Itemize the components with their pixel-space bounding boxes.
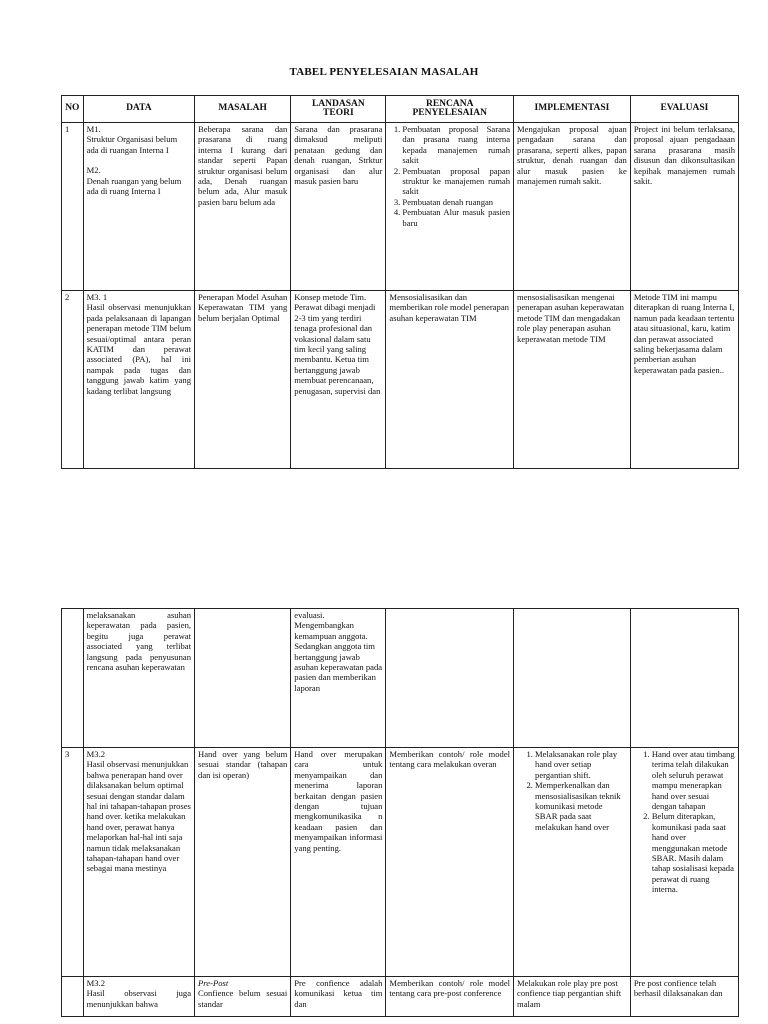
row3-implementasi-list <box>517 749 627 832</box>
list-item: 1. Melaksanakan role play hand over setiap pergantian shift. <box>535 749 627 780</box>
row3-masalah: Hand over yang belum sesuai standar (tahapan dan isi operan) <box>195 748 291 977</box>
row4-landasan: Pre confience adalah komunikasi ketua tim dan <box>291 977 386 1017</box>
row3-data-code: M3.2 <box>86 749 106 759</box>
table-row <box>62 748 739 977</box>
table-row <box>62 609 739 748</box>
row3-rencana: Memberikan contoh/ role model tentang cara melakukan overan <box>386 748 514 977</box>
row3-evaluasi-list <box>634 749 735 895</box>
row1-masalah: Beberapa sarana dan prasarana di ruang interna I kurang dari standar seperti Papan struktur organisasi belum ada, Denah ruangan belum ada, Alur masuk pasien baru belum ada <box>195 123 291 291</box>
header-rencana-line-1: RENCANA <box>425 98 474 109</box>
header-masalah: MASALAH <box>195 96 291 123</box>
row3-no: 3 <box>62 748 84 977</box>
row1-rencana-list <box>389 124 510 228</box>
row2-masalah: Penerapan Model Asuhan Keperawatan TIM yang belum berjalan Optimal <box>195 291 291 469</box>
row4-data <box>83 977 194 1017</box>
row3-landasan: Hand over merupakan cara untuk menyampaikan dan menerima laporan berkaitan dengan pasien dengan tujuan mengkomunikasika n keadaan pasien dan menyampaikan informasi yang penting. <box>291 748 386 977</box>
row4-masalah <box>195 977 291 1017</box>
row1-landasan: Sarana dan prasarana dimaksud meliputi penataan gedung dan denah ruangan, Strktur organisasi dan alur masuk pasien baru <box>291 123 386 291</box>
row4-data-code: M3.2 <box>86 978 106 988</box>
document-title: TABEL PENYELESAIAN MASALAH <box>289 66 479 78</box>
row1-m2-code: M2. <box>86 165 101 176</box>
row2-no: 2 <box>62 291 84 469</box>
list-item: 3. Pembuatan denah ruangan <box>402 197 510 207</box>
row1-m1-code: M1. <box>86 124 101 134</box>
row3-implementasi <box>514 748 631 977</box>
row1-rencana <box>386 123 514 291</box>
list-item: 2. Memperkenalkan dan mensosialisasikan teknik komunikasi metode SBAR pada saat melakukan hand over <box>535 780 627 832</box>
row1-no: 1 <box>62 123 84 291</box>
row3-data <box>83 748 194 977</box>
row2-rencana: Mensosialisasikan dan memberikan role model penerapan asuhan keperawatan TIM <box>386 291 514 469</box>
problem-table-page-1 <box>61 95 739 469</box>
header-evaluasi: EVALUASI <box>630 96 738 123</box>
header-implementasi: IMPLEMENTASI <box>514 96 631 123</box>
header-data: DATA <box>83 96 194 123</box>
row2-data-continued: melaksanakan asuhan keperawatan pada pasien, begitu juga perawat associated yang terlibat langsung pada penyusunan rencana asuhan keperawatan <box>83 609 194 748</box>
row2-evaluasi: Metode TIM ini mampu diterapkan di ruang Interna I, namun pada keadaan tertentu atau situasional, karu, katim dan perawat associated saling bekerjasama dalam pemberian asuhan keperawatan pada pasien.. <box>630 291 738 469</box>
table-row <box>62 977 739 1017</box>
list-item: 1. Pembuatan proposal Sarana dan prasana ruang interna kepada manajemen rumah sakit <box>402 124 510 166</box>
header-rencana-line-2: PENYELESAIAN <box>412 108 487 118</box>
row1-data <box>83 123 194 291</box>
header-no: NO <box>62 96 84 123</box>
row1-evaluasi: Project ini belum terlaksana, proposal ajuan pengadaaan sarana prasarana masih disusun dan dikonsultasikan kepihak manajemen rumah sakit. <box>630 123 738 291</box>
row4-data-text: Hasil observasi juga menunjukkan bahwa <box>86 988 192 1009</box>
row1-implementasi: Mengajukan proposal ajuan pengadaan sarana dan prasarana, seperti alkes, papan struktur, denah ruangan dan alur masuk pasien ke manajemen rumah sakit. <box>514 123 631 291</box>
row4-rencana: Memberikan contoh/ role model tentang cara pre-post conference <box>386 977 514 1017</box>
row3-data-text: Hasil observasi menunjukkan bahwa penerapan hand over dilaksanakan belum optimal sesuai dengan standar dalam hal ini tahapan-tahapan proses hand over. ketika melakukan hand over, perawat hanya melaporkan hal-hal inti saja namun tidak melaksanakan tahapan-tahapan hand over sebagai mana mestinya <box>86 759 191 874</box>
header-landasan <box>291 96 386 123</box>
list-item: 2. Pembuatan proposal papan struktur ke manajemen rumah sakit <box>402 166 510 197</box>
row4-masalah-text: Confience belum sesuai standar <box>198 988 288 1009</box>
row2-data <box>83 291 194 469</box>
header-landasan-line-2: TEORI <box>323 108 354 118</box>
row4-masalah-title: Pre-Post <box>198 978 229 988</box>
header-rencana <box>386 96 514 123</box>
row1-m2-text: Denah ruangan yang belum ada di ruang Interna I <box>86 175 182 197</box>
row2-data-text: Hasil observasi menunjukkan pada pelaksanaan di lapangan penerapan metode TIM belum sesuai/optimal antara peran KATIM dan perawat associated (PA), hal ini nampak pada tugas dan tanggung jawab katim yang kadang terlibat langsung <box>86 302 192 396</box>
problem-table-page-2 <box>61 608 739 1017</box>
table-row <box>62 123 739 291</box>
list-item: 1. Hand over atau timbang terima telah dilakukan oleh seluruh perawat mampu menerapkan hand over sesuai dengan tahapan <box>652 749 735 811</box>
table-row <box>62 291 739 469</box>
row2-data-code: M3. 1 <box>86 292 108 302</box>
header-row <box>62 96 739 123</box>
row2-implementasi: mensosialisasikan mengenai penerapan asuhan keperawatan metode TIM dan mengadakan role play penerapan asuhan keperawatan metode TIM <box>514 291 631 469</box>
list-item: 4. Pembuatan Alur masuk pasien baru <box>402 207 510 228</box>
row3-evaluasi <box>630 748 738 977</box>
row2-landasan: Konsep metode Tim. Perawat dibagi menjadi 2-3 tim yang terdiri tenaga profesional dan vokasional dalam satu tim kecil yang saling membantu. Ketua tim bertanggung jawab membuat perencanaan, penugasan, supervisi dan <box>291 291 386 469</box>
row4-evaluasi: Pre post confience telah berhasil dilaksanakan dan <box>630 977 738 1017</box>
row2-landasan-continued: evaluasi. Mengembangkan kemampuan anggota. Sedangkan anggota tim bertanggung jawab asuhan keperawatan pada pasien dan memberikan laporan <box>291 609 386 748</box>
header-landasan-line-1: LANDASAN <box>311 98 365 109</box>
list-item: 2. Belum diterapkan, komunikasi pada saat hand over menggunakan metode SBAR. Masih dalam tahap sosialisasi kepada perawat di ruang interna. <box>652 811 735 894</box>
row1-m1-text: Struktur Organisasi belum ada di ruangan Interna I <box>86 134 178 155</box>
row4-implementasi: Melakukan role play pre post confience tiap pergantian shift malam <box>514 977 631 1017</box>
